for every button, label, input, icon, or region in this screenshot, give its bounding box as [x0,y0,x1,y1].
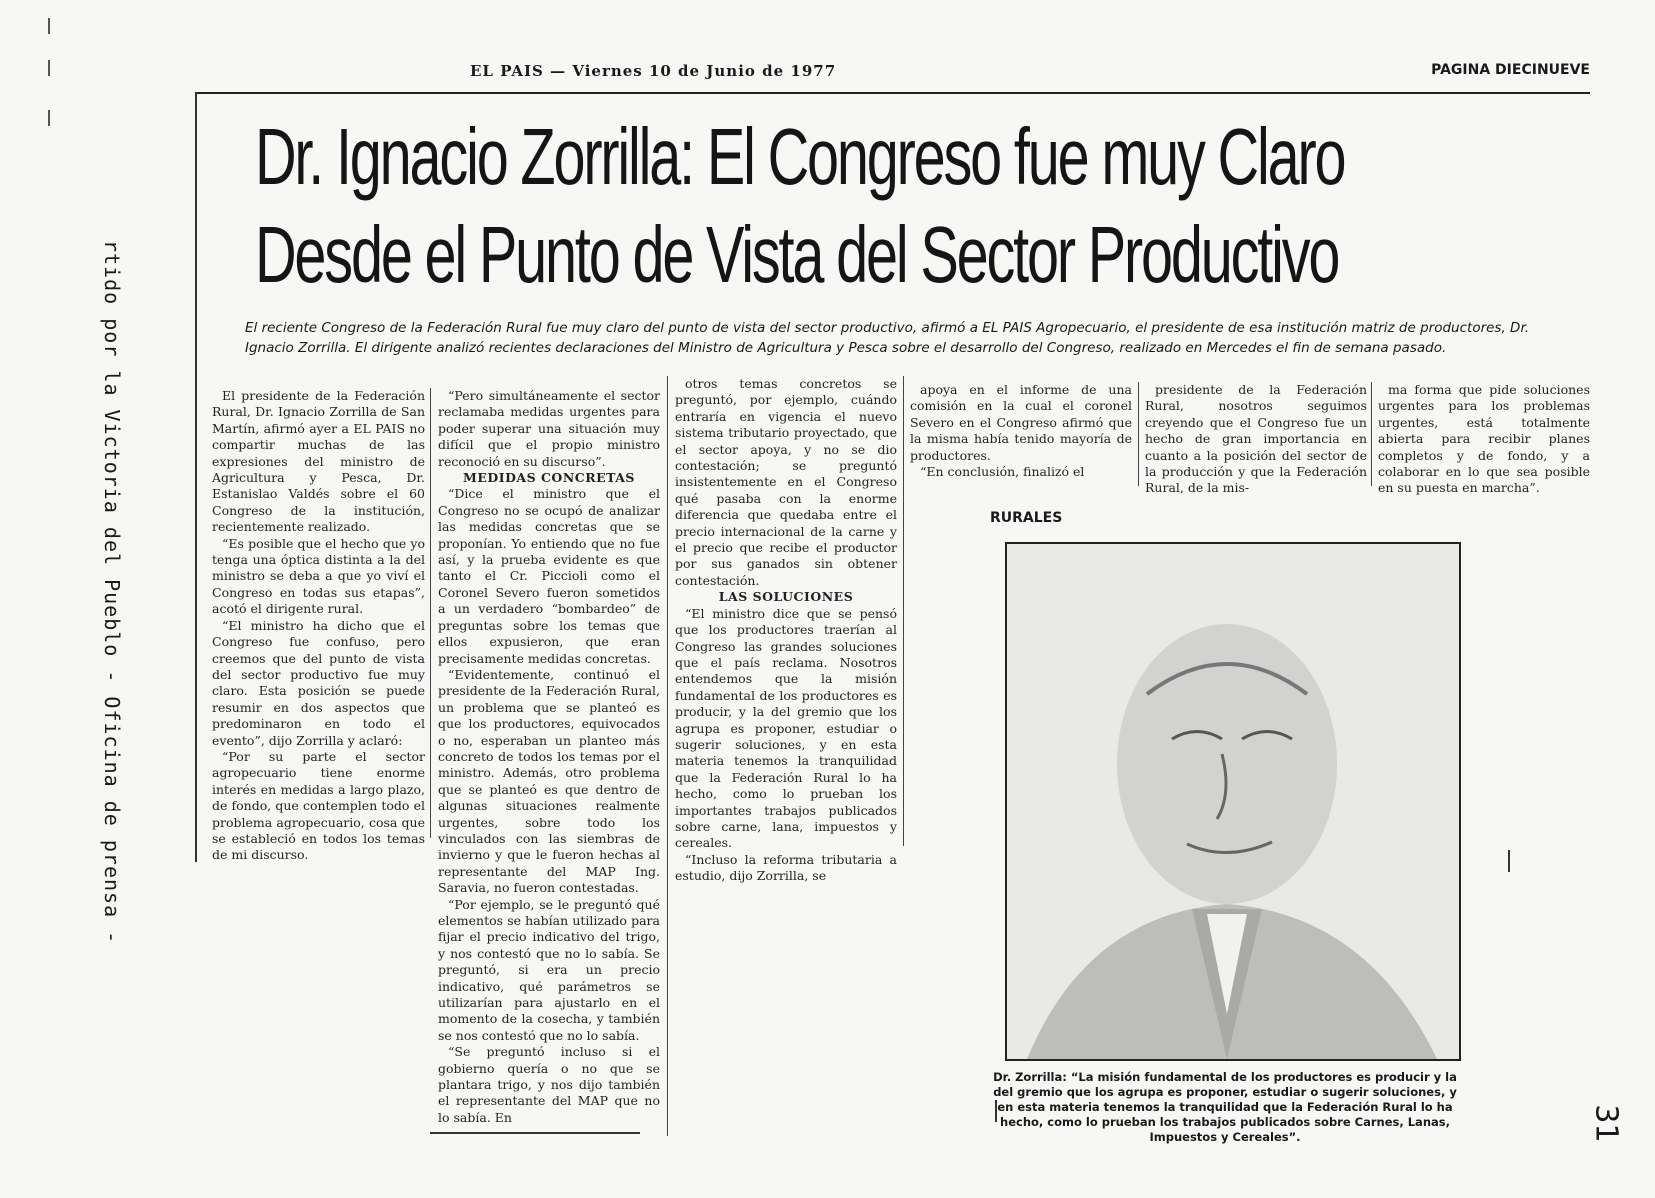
running-header: EL PAIS — Viernes 10 de Junio de 1977 [470,62,837,80]
paragraph: “En conclusión, finalizó el [920,464,1085,480]
portrait-photo [1005,542,1461,1061]
paragraph: “Evidentemente, continuó el presidente de la Federación Rural, un problema que se planteó es que los productores, equivocados o no, esperaban un planteo más concreto de todos los temas por el ministro. Además, otro problema que se planteó es que dentro de algunas situaciones realmente urgentes, sobre todo los vinculados con las siembras de invierno y que le fueron hechas al representante del MAP Ing. Saravia, no fueron contestadas. [438,666,660,896]
paragraph: “El ministro dice que se pensó que los productores traerían al Congreso las grandes soluciones que el país reclama. Nosotros entendemos que la misión fundamental de los productores es producir, y la del gremio que los agrupa es proponer, estudiar o sugerir soluciones, y en esta materia tenemos la tranquilidad que la Federación Rural lo ha hecho, como lo prueban los importantes trabajos publicados sobre carne, lana, impuestos y cereales. [675,605,897,851]
paragraph: apoya en el informe de una comisión en la cual el coronel Severo en el Congreso afirmó que la misma había tenido mayoría de productores. [910,382,1132,463]
article-column-6 [1378,382,1590,497]
margin-mark [48,60,50,76]
column-divider [903,376,904,846]
paragraph: “El ministro ha dicho que el Congreso fue confuso, pero creemos que del punto de vista del sector productivo fue muy claro. Esta posición se puede resumir en dos aspectos que predominaron en todo el evento”, dijo Zorrilla y aclaró: [212,617,425,748]
paragraph: ma forma que pide soluciones urgentes para los problemas urgentes, está totalmente abierta para recibir planes completos y de fondo, y a colaborar en lo que sea posible en su puesta en marcha”. [1378,382,1590,496]
article-column-1 [212,388,425,864]
paragraph: “Pero simultáneamente el sector reclamaba medidas urgentes para poder superar una situación muy difícil que el propio ministro reconoció en su discurso”. [438,388,660,469]
lead-paragraph: El reciente Congreso de la Federación Rural fue muy claro del punto de vista del sector productivo, afirmó a EL PAIS Agropecuario, el presidente de esa institución matriz de productores, Dr. Ignacio Zorrilla. El dirigente analizó recientes declaraciones del Ministro de Agricultura y Pesca sobre el desarrollo del Congreso, realizado en Mercedes el fin de semana pasado. [245,320,1530,356]
column-divider [1371,382,1372,486]
paragraph: “Dice el ministro que el Congreso no se ocupó de analizar las medidas concretas que se proponían. Yo entiendo que no fue así, y la prueba evidente es que tanto el Cr. Piccioli como el Coronel Severo fueron sometidos a un verdadero “bombardeo” de preguntas sobre los temas que ellos expusieron, que eran precisamente medidas concretas. [438,486,660,666]
margin-mark [1508,850,1510,872]
paragraph: “Por su parte el sector agropecuario tiene enorme interés en medidas a largo plazo, de fondo, que contemplen todo el problema agropecuario, cosa que se estableció en todos los temas de mi discurso. [212,748,425,863]
paragraph: “Es posible que el hecho que yo tenga una óptica distinta a la del ministro se deba a que yo viví el Congreso en todas sus etapas”, acotó el dirigente rural. [212,535,425,617]
paragraph: presidente de la Federación Rural, nosotros seguimos creyendo que el Congreso fue un hecho de gran importancia en cuanto a la posición del sector de la producción y que la Federación Rural, de la mis- [1145,382,1367,496]
article-column-5 [1145,382,1367,497]
article-column-2 [438,388,660,1126]
column-divider [430,388,431,838]
paragraph: “Se preguntó incluso si el gobierno quería o no que se plantara trigo, y nos dijo también el representante del MAP que no lo sabía. En [438,1044,660,1125]
subhead-las-soluciones: LAS SOLUCIONES [718,589,854,605]
portrait-image [1007,544,1459,1059]
column-divider [1138,382,1139,486]
paragraph: “Incluso la reforma tributaria a estudio, dijo Zorrilla, se [675,851,897,884]
paragraph: “Por ejemplo, se le preguntó qué elementos se habían utilizado para fijar el precio indicativo del trigo, y nos contestó que no lo sabía. Se preguntó, si era un precio indicativo, qué parámetros se utilizarían para ajustarlo en el momento de la cosecha, y también se nos contestó que no lo sabía. [438,896,660,1043]
office-stamp-text: rtido por la Victoria del Pueblo - Oficina de prensa - [100,240,124,945]
office-stamp [92,240,132,945]
margin-mark [48,18,50,34]
subhead-medidas-concretas: MEDIDAS CONCRETAS [463,470,635,486]
paragraph: otros temas concretos se preguntó, por ejemplo, cuándo entraría en vigencia el nuevo sistema tributario proyectado, que el sector apoya, y no se dio contestación; se preguntó insistentemente en el Congreso qué pasaba con la enorme diferencia que quedaba entre el precio internacional de la carne y el precio que recibe el productor por sus ganados sin obtener contestación. [675,376,897,588]
section-tag: RURALES [990,510,1063,526]
photo-caption: Dr. Zorrilla: “La misión fundamental de los productores es producir y la del gremio que los agrupa es proponer, estudiar o sugerir soluciones, y en esta materia tenemos la tranquilidad que la Federación Rural lo ha hecho, como lo prueban los trabajos publicados sobre Carnes, Lanas, Impuestos y Cereales”. [993,1070,1457,1144]
left-rule [195,92,197,862]
article-column-4 [910,382,1132,480]
headline [255,110,1345,306]
article-column-3 [675,376,897,885]
margin-mark [48,110,50,126]
page-label: PAGINA DIECINUEVE [1431,62,1590,78]
margin-mark [995,1100,997,1122]
headline-line-2: Desde el Punto de Vista del Sector Productivo [255,210,1339,299]
column-end-rule [430,1132,640,1134]
header-rule [195,92,1590,94]
headline-line-1: Dr. Ignacio Zorrilla: El Congreso fue muy Claro [255,112,1345,201]
paragraph: El presidente de la Federación Rural, Dr. Ignacio Zorrilla de San Martín, afirmó ayer a EL PAIS no compartir muchas de las expresiones del ministro de Agricultura y Pesca, Dr. Estanislao Valdés sobre el 60 Congreso de la institución, recientemente realizado. [212,388,425,535]
archive-page-number: 31 [1588,1104,1624,1143]
column-divider [667,376,668,1136]
